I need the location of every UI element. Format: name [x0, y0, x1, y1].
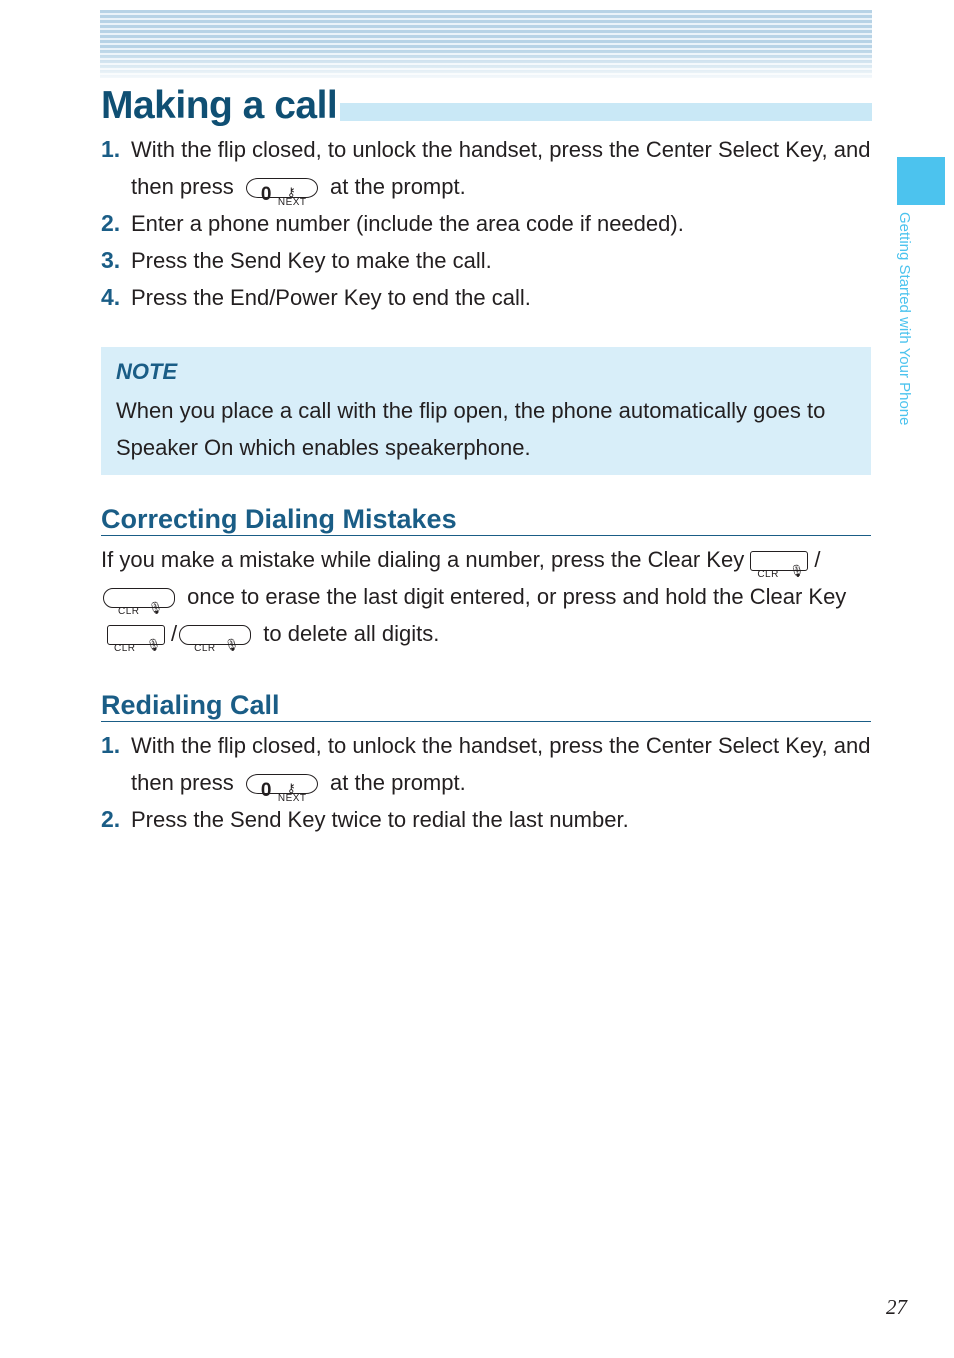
step-number: 4. [101, 284, 121, 310]
step-number: 1. [101, 732, 121, 758]
zero-next-key-icon: 0 NEXT ⚷ [246, 178, 318, 198]
redial-step-2 [101, 801, 871, 838]
note-box [101, 347, 871, 475]
clear-key-icon: CLR 🎙 [107, 625, 165, 645]
microphone-icon: 🎙 [789, 564, 805, 579]
redial-step-1 [101, 727, 871, 805]
step-1 [101, 131, 871, 209]
microphone-icon: 🎙 [146, 638, 162, 653]
step-3 [101, 242, 871, 279]
note-title: NOTE [116, 359, 178, 384]
step-text-end: at the prompt. [329, 770, 466, 795]
title-underline-bar [340, 103, 872, 121]
zero-next-key-icon: 0 NEXT ⚷ [246, 774, 318, 794]
key-icon: ⚷ [286, 781, 296, 796]
step-number: 3. [101, 247, 121, 273]
step-text: With the flip closed, to unlock the handset, press the Center Select Key, and then press [131, 733, 871, 795]
clear-key-oval-icon: CLR 🎙 [103, 588, 175, 608]
step-number: 2. [101, 210, 121, 236]
microphone-icon: 🎙 [148, 601, 164, 616]
step-text: Press the Send Key twice to redial the last number. [131, 807, 629, 832]
step-text: Press the Send Key to make the call. [131, 248, 492, 273]
step-number: 1. [101, 136, 121, 162]
page-number: 27 [886, 1295, 907, 1319]
chapter-label: Getting Started with Your Phone [896, 212, 913, 426]
section-heading-correcting: Correcting Dialing Mistakes [101, 504, 871, 536]
clear-key-icon: CLR 🎙 [750, 551, 808, 571]
step-2 [101, 205, 871, 242]
chapter-tab [897, 157, 945, 205]
key-icon: ⚷ [286, 185, 296, 200]
clear-key-oval-icon: CLR 🎙 [179, 625, 251, 645]
step-number: 2. [101, 806, 121, 832]
step-4 [101, 279, 871, 316]
section-heading-redialing: Redialing Call [101, 690, 871, 722]
step-text: Enter a phone number (include the area code if needed). [131, 211, 684, 236]
step-text: With the flip closed, to unlock the handset, press the Center Select Key, and then press [131, 137, 871, 199]
step-text-end: at the prompt. [329, 174, 466, 199]
microphone-icon: 🎙 [224, 638, 240, 653]
step-text: Press the End/Power Key to end the call. [131, 285, 531, 310]
correcting-paragraph: If you make a mistake while dialing a number, press the Clear Key CLR 🎙 / CLR 🎙 once to erase the last digit entered, or press and hold the Clear Key CLR 🎙 / CLR 🎙 to delete all digits. [101, 541, 871, 652]
note-text: When you place a call with the flip open, the phone automatically goes to Speaker On which enables speakerphone. [116, 398, 826, 460]
header-stripes [100, 10, 872, 78]
page-title: Making a call [101, 84, 338, 127]
